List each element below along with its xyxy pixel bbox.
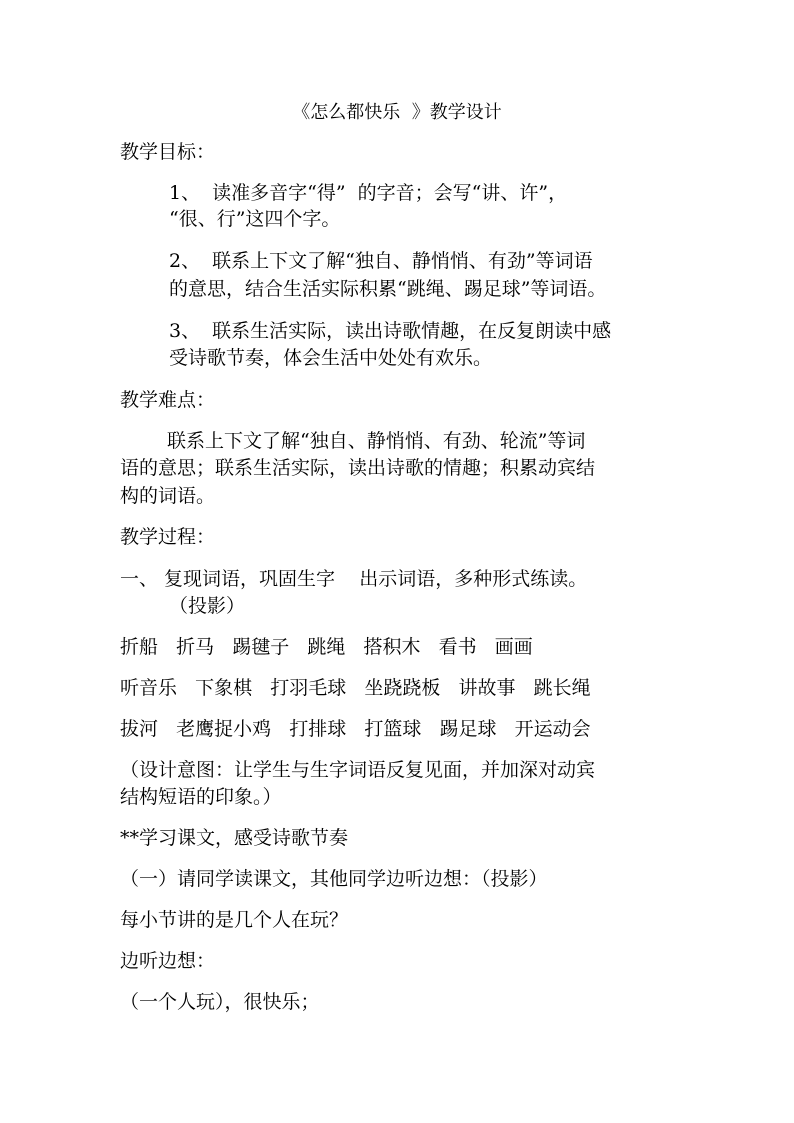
objective-1-line-1: 1、 读准多音字“得” 的字音；会写“讲、许”，	[169, 182, 568, 204]
step-1-line-1: 一、 复现词语，巩固生字 出示词语，多种形式练读。	[120, 568, 588, 590]
objective-1-line-2: “很、行”这四个字。	[169, 208, 341, 230]
objective-3-line-1: 3、 联系生活实际，读出诗歌情趣，在反复朗读中感	[169, 320, 612, 342]
sub-step-1: （一）请同学读课文，其他同学边听边想：（投影）	[120, 868, 548, 890]
words-row-3: 拔河 老鹰捉小鸡 打排球 打篮球 踢足球 开运动会	[120, 718, 591, 740]
document-title: 《怎么都快乐 》教学设计	[292, 102, 502, 123]
process-heading: 教学过程：	[120, 526, 216, 548]
objectives-heading: 教学目标：	[120, 141, 216, 163]
objective-3-line-2: 受诗歌节奏，体会生活中处处有欢乐。	[169, 347, 493, 369]
words-row-1: 折船 折马 踢毽子 跳绳 搭积木 看书 画画	[120, 636, 533, 658]
step-2-heading: **学习课文，感受诗歌节奏	[120, 827, 349, 849]
difficulty-line-2: 语的意思；联系生活实际，读出诗歌的情趣；积累动宾结	[120, 457, 596, 479]
listen-think-line: 边听边想：	[120, 950, 216, 972]
difficulty-line-3: 构的词语。	[120, 485, 216, 507]
design-intent-line-1: （设计意图：让学生与生字词语反复见面，并加深对动宾	[120, 759, 596, 781]
objective-2-line-2: 的意思，结合生活实际积累“跳绳、踢足球”等词语。	[169, 278, 607, 300]
design-intent-line-2: 结构短语的印象。）	[120, 786, 282, 808]
words-row-2: 听音乐 下象棋 打羽毛球 坐跷跷板 讲故事 跳长绳	[120, 677, 591, 699]
step-1-line-2: （投影）	[169, 595, 246, 617]
difficulty-heading: 教学难点：	[120, 389, 216, 411]
difficulty-line-1: 联系上下文了解“独自、静悄悄、有劲、轮流”等词	[167, 430, 586, 452]
objective-2-line-1: 2、 联系上下文了解“独自、静悄悄、有劲”等词语	[169, 250, 593, 272]
question-line: 每小节讲的是几个人在玩？	[120, 909, 349, 931]
answer-line: （一个人玩），很快乐；	[120, 991, 320, 1013]
